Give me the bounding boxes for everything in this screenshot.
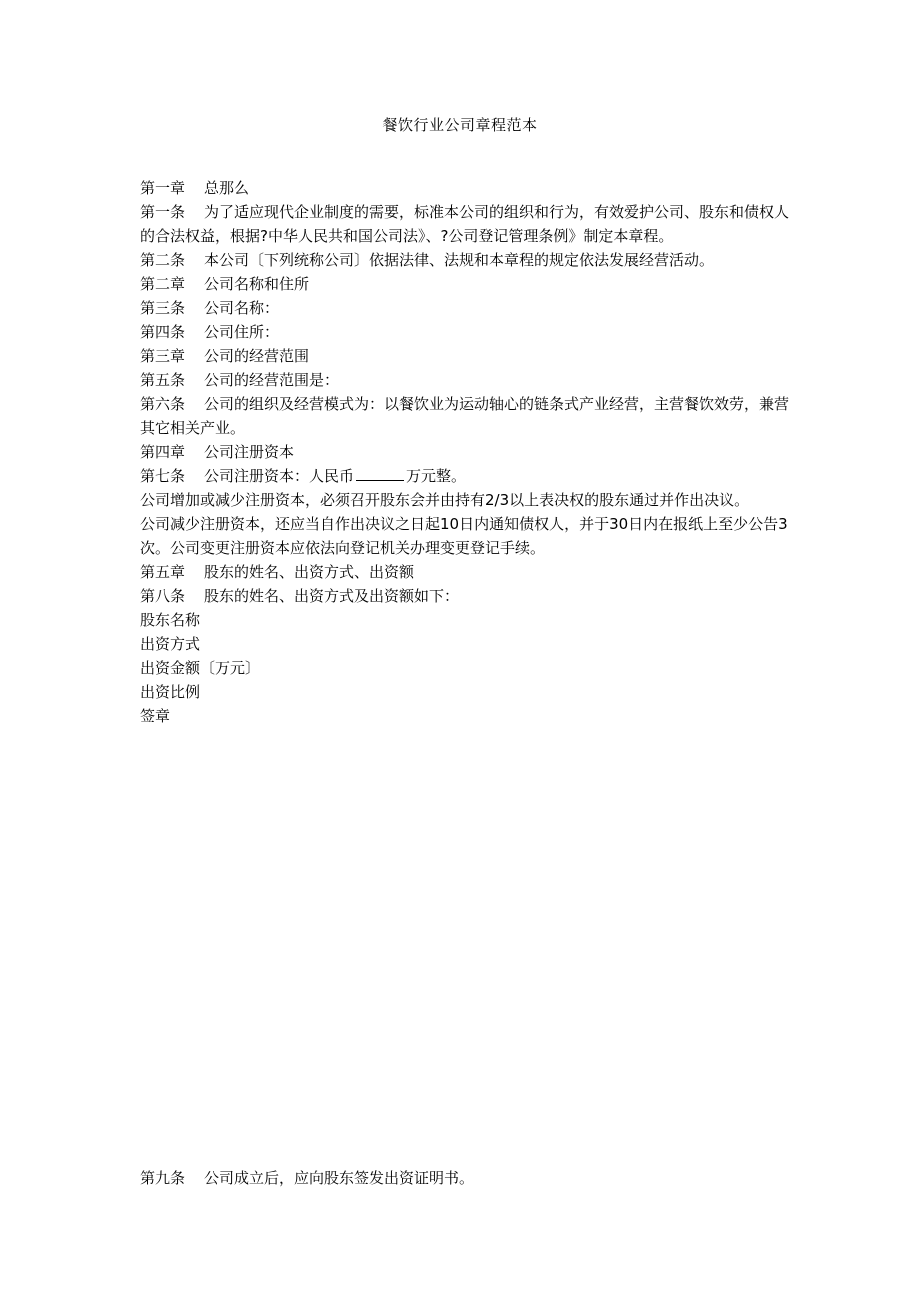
- chapter-5: 第五章 股东的姓名、出资方式、出资额: [140, 563, 415, 581]
- capital-reduction-paragraph: 公司减少注册资本，还应当自作出决议之日起10日内通知债权人，并于30日内在报纸上至少公告3次。公司变更注册资本应依法向登记机关办理变更登记手续。: [140, 515, 788, 557]
- chapter-4: 第四章 公司注册资本: [140, 443, 295, 461]
- chapter-2: 第二章 公司名称和住所: [140, 275, 310, 293]
- page-title: 餐饮行业公司章程范本: [382, 116, 538, 134]
- field-contribution-method: 出资方式: [140, 635, 201, 653]
- article-6: 第六条 公司的组织及经营模式为：以餐饮业为运动轴心的链条式产业经营，主营餐饮效劳，兼营其它相关产业。: [140, 395, 790, 437]
- article-1: 第一条 为了适应现代企业制度的需要，标准本公司的组织和行为，有效爱护公司、股东和债权人的合法权益，根据?中华人民共和国公司法》、?公司登记管理条例》制定本章程。: [140, 203, 790, 245]
- article-8: 第八条 股东的姓名、出资方式及出资额如下：: [140, 587, 460, 605]
- field-contribution-ratio: 出资比例: [140, 683, 201, 701]
- capital-blank: [356, 466, 404, 481]
- article-3: 第三条 公司名称：: [140, 299, 280, 317]
- document-body: [140, 176, 790, 728]
- article-2: 第二条 本公司〔下列统称公司〕依据法律、法规和本章程的规定依法发展经营活动。: [140, 251, 715, 269]
- chapter-3: 第三章 公司的经营范围: [140, 347, 310, 365]
- article-9: 第九条 公司成立后，应向股东签发出资证明书。: [140, 1169, 475, 1187]
- field-signature: 签章: [140, 707, 171, 725]
- article-7: 第七条 公司注册资本：人民币 万元整。: [140, 467, 467, 485]
- field-contribution-amount: 出资金额〔万元〕: [140, 659, 261, 677]
- article-5: 第五条 公司的经营范围是：: [140, 371, 340, 389]
- field-shareholder-name: 股东名称: [140, 611, 201, 629]
- capital-change-paragraph: 公司增加或减少注册资本，必须召开股东会并由持有2/3以上表决权的股东通过并作出决议。: [140, 491, 750, 509]
- article-4: 第四条 公司住所：: [140, 323, 280, 341]
- chapter-1: 第一章 总那么: [140, 179, 250, 197]
